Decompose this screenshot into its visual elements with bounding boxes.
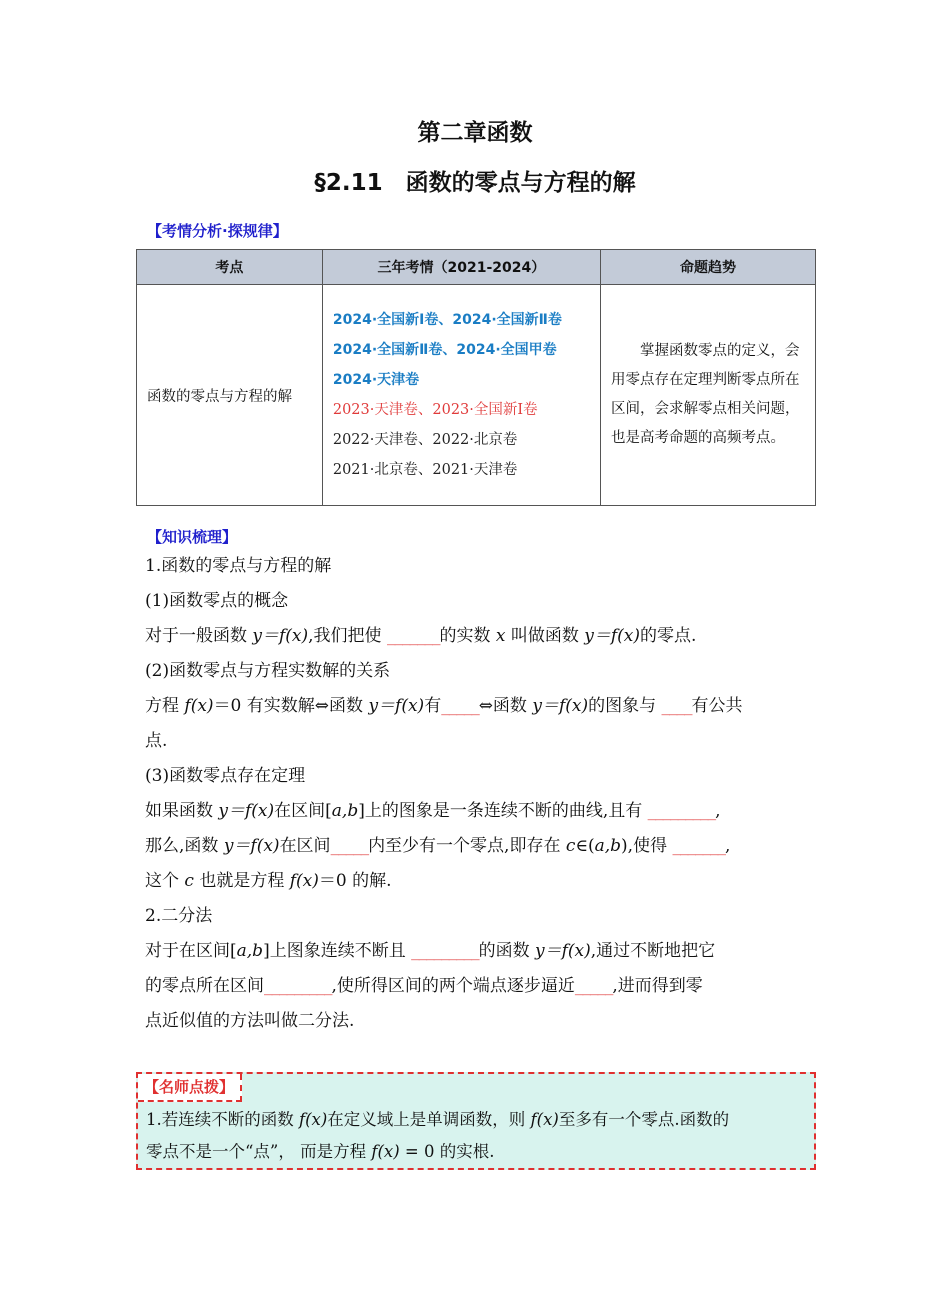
bisection-line-3: 点近似值的方法叫做二分法. [145,1011,355,1031]
bisection-line-2: 的零点所在区间_________,使所得区间的两个端点逐步逼近_____,进而得到零 [145,976,703,996]
year-entry-blue: 2024·全国新Ⅱ卷、2024·全国甲卷 [332,342,557,358]
year-entry-blue: 2024·全国新Ⅰ卷、2024·全国新Ⅱ卷 [332,312,562,328]
theorem-line-3: 这个 c 也就是方程 f(x)＝0 的解. [145,871,392,891]
year-entry-red: 2023·天津卷、2023·全国新Ⅰ卷 [332,402,538,418]
fill-blank: _________ [411,941,479,961]
theorem-line-2: 那么,函数 y＝f(x)在区间_____内至少有一个零点,即存在 c∈(a,b),使得 _______, [145,836,731,856]
bisection-line-1: 对于在区间[a,b]上图象连续不断且 _________的函数 y＝f(x),通过不断地把它 [145,941,716,961]
table-header-row [137,250,816,285]
heading-1-2: (2)函数零点与方程实数解的关系 [145,661,391,681]
tip-tag: 【名师点拨】 [138,1074,242,1102]
theorem-line-1: 如果函数 y＝f(x)在区间[a,b]上的图象是一条连续不断的曲线,且有 _________, [145,801,721,821]
header-topic: 考点 [137,250,323,285]
table-row [137,285,816,506]
tip-text [146,1104,808,1168]
knowledge-tag: 【知识梳理】 [147,528,238,546]
year-entry: 2021·北京卷、2021·天津卷 [332,462,518,478]
heading-2: 2.二分法 [145,906,213,926]
section-title: §2.11 函数的零点与方程的解 [314,170,636,196]
exam-analysis-table [136,249,816,506]
years-cell [322,285,600,506]
fill-blank: ____ [661,696,692,716]
teacher-tip-box [136,1072,816,1170]
tip-line-1: 1.若连续不断的函数 f(x)在定义域上是单调函数，则 f(x)至多有一个零点.函数的 [146,1110,730,1129]
header-trend: 命题趋势 [600,250,815,285]
year-entry-blue: 2024·天津卷 [332,372,420,388]
relation-text: 方程 f(x)＝0 有实数解⇔函数 y＝f(x)有_____⇔函数 y＝f(x)的图象与 ____有公共 [145,696,743,716]
fill-blank: _____ [330,836,369,856]
trend-cell: 掌握函数零点的定义，会用零点存在定理判断零点所在区间，会求解零点相关问题，也是高考命题的高频考点。 [600,285,815,506]
zero-definition: 对于一般函数 y＝f(x),我们把使 _______的实数 x 叫做函数 y＝f(x)的零点. [145,626,697,646]
tip-line-2: 零点不是一个“点”， 而是方程 f(x) = 0 的实根. [146,1142,495,1161]
fill-blank: _________ [264,976,332,996]
heading-1-1: (1)函数零点的概念 [145,591,289,611]
heading-1-3: (3)函数零点存在定理 [145,766,306,786]
topic-cell: 函数的零点与方程的解 [137,285,323,506]
fill-blank: _____ [574,976,613,996]
fill-blank: _______ [386,626,440,646]
fill-blank: _________ [647,801,716,821]
knowledge-body [145,549,805,1039]
analysis-tag: 【考情分析·探规律】 [147,222,288,240]
year-entry: 2022·天津卷、2022·北京卷 [332,432,518,448]
fill-blank: _______ [672,836,725,856]
fill-blank: _____ [441,696,479,716]
relation-text-cont: 点. [145,731,168,751]
header-years: 三年考情（2021-2024） [322,250,600,285]
heading-1: 1.函数的零点与方程的解 [145,556,332,576]
chapter-title: 第二章函数 [417,120,533,146]
